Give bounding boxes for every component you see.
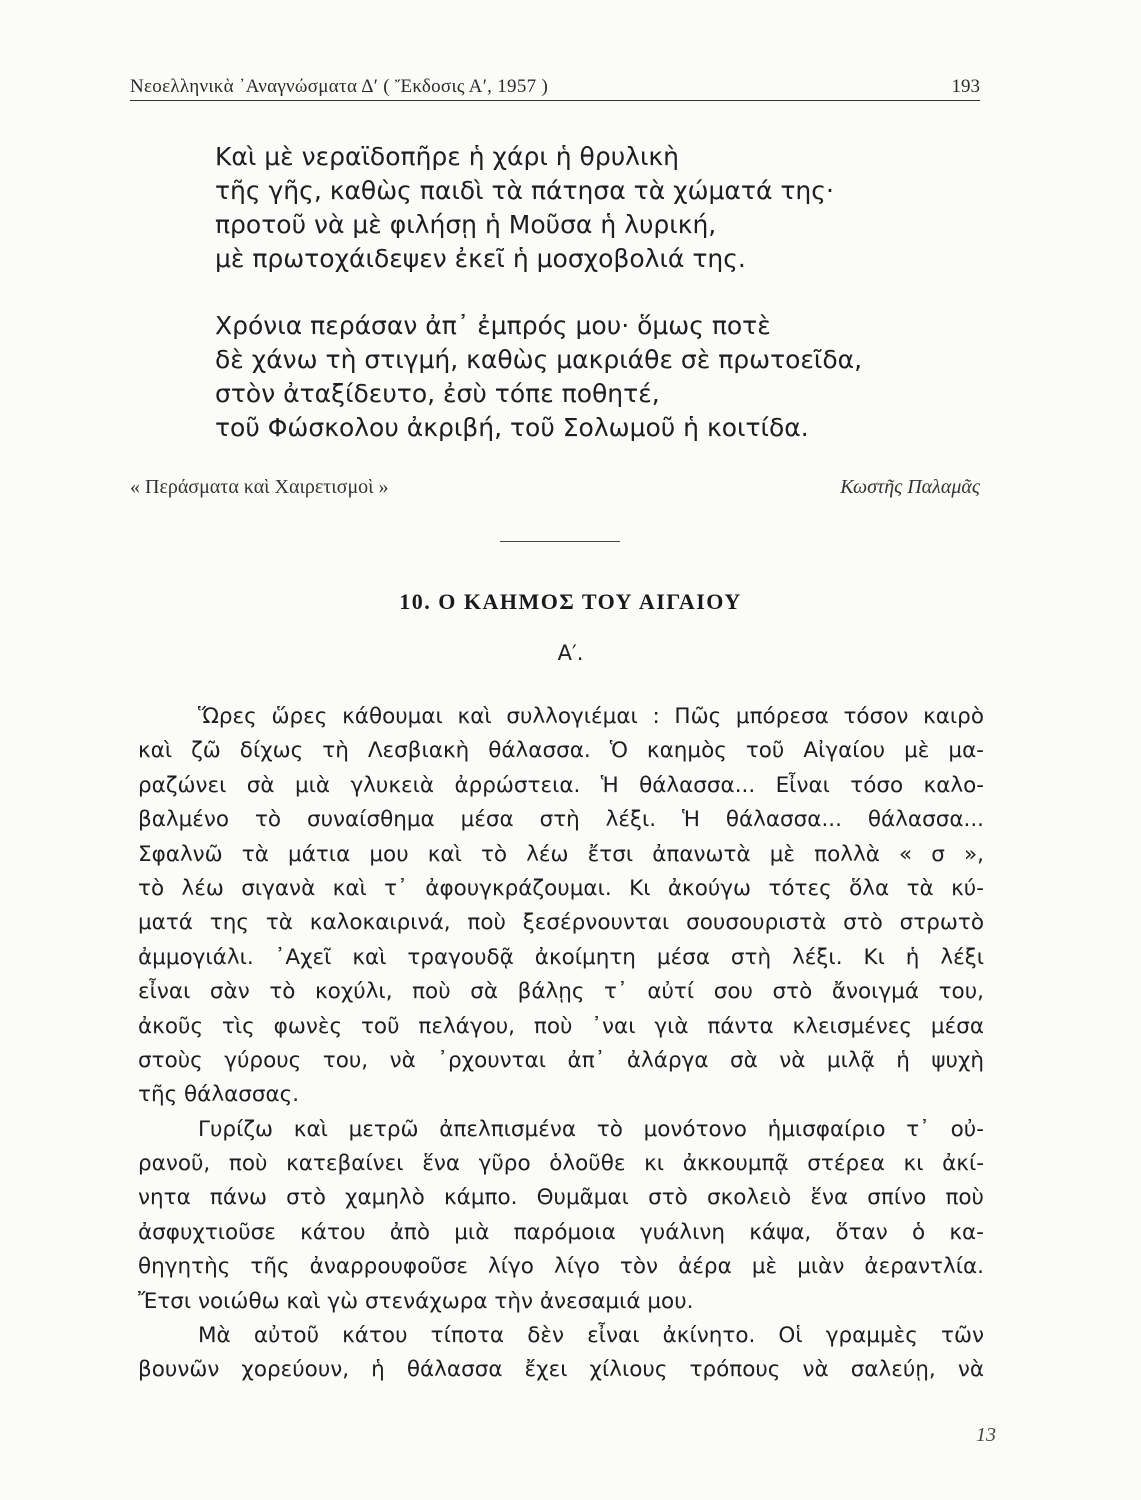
poem — [215, 140, 862, 445]
prose-line: Ὥρες ὥρες κάθουμαι καὶ συλλογιέμαι : Πῶς μπόρεσα τόσον καιρὸ — [198, 704, 984, 729]
prose-body — [138, 700, 984, 1388]
poem-line: στὸν ἀταξίδευτο, ἐσὺ τόπε ποθητέ, — [215, 379, 660, 408]
poem-line: τοῦ Φώσκολου ἀκριβή, τοῦ Σολωμοῦ ἡ κοιτίδα. — [215, 413, 809, 442]
poem-line: δὲ χάνω τὴ στιγμή, καθὼς μακριάθε σὲ πρωτοεῖδα, — [215, 345, 863, 374]
prose-line: εἶναι σὰν τὸ κοχύλι, ποὺ σὰ βάλῃς τ᾿ αὐτί σου στὸ ἄνοιγμά του, — [138, 979, 984, 1005]
poem-stanza — [215, 309, 862, 445]
prose-line: Μὰ αὐτοῦ κάτου τίποτα δὲν εἶναι ἀκίνητο. Οἱ γραμμὲς τῶν — [198, 1323, 984, 1349]
paragraph — [138, 1113, 984, 1319]
prose-line: ρανοῦ, ποὺ κατεβαίνει ἕνα γῦρο ὁλοῦθε κι ἀκκουμπᾷ στέρεα κι ἀκί- — [138, 1151, 984, 1177]
poem-line: μὲ πρωτοχάιδεψεν ἐκεῖ ἡ μοσχοβολιά της. — [215, 244, 746, 273]
poem-line: προτοῦ νὰ μὲ φιλήσῃ ἡ Μοῦσα ἡ λυρική, — [215, 210, 717, 239]
page-number: 193 — [951, 76, 980, 97]
prose-line: ἀμμογιάλι. ᾿Αχεῖ καὶ τραγουδᾷ ἀκοίμητη μέσα στὴ λέξι. Κι ἡ λέξι — [138, 944, 984, 970]
prose-line: θηγητὴς τῆς ἀναρρουφοῦσε λίγο λίγο τὸν ἀέρα μὲ μιὰν ἀεραντλία. — [138, 1254, 984, 1280]
prose-line: βαλμένο τὸ συναίσθημα μέσα στὴ λέξι. Ἡ θάλασσα... θάλασσα... — [138, 807, 984, 833]
poem-author: Κωστῆς Παλαμᾶς — [840, 476, 980, 498]
section-title: 10. Ο ΚΑΗΜΟΣ ΤΟΥ ΑΙΓΑΙΟΥ — [399, 589, 742, 614]
prose-line: τῆς θάλασσας. — [138, 1082, 300, 1108]
prose-line: ἀκοῦς τὶς φωνὲς τοῦ πελάγου, ποὺ ᾿ναι γιὰ πάντα κλεισμένες μέσα — [138, 1013, 984, 1039]
prose-line: στοὺς γύρους του, νὰ ᾿ρχουνται ἀπ᾿ ἀλάργα σὰ νὰ μιλᾷ ἡ ψυχὴ — [138, 1047, 984, 1073]
poem-source: « Περάσματα καὶ Χαιρετισμοὶ » — [130, 476, 389, 498]
poem-stanza — [215, 140, 862, 276]
paragraph — [138, 1319, 984, 1388]
section-part: Α′. — [557, 641, 584, 665]
prose-line: Σφαλνῶ τὰ μάτια μου καὶ τὸ λέω ἔτσι ἀπανωτὰ μὲ πολλὰ « σ », — [138, 841, 984, 867]
running-header — [130, 70, 980, 100]
section-separator — [500, 541, 620, 542]
poem-line: Καὶ μὲ νεραϊδοπῆρε ἡ χάρι ἡ θρυλικὴ — [215, 142, 679, 171]
poem-attribution — [130, 476, 980, 506]
paragraph — [138, 700, 984, 1113]
prose-line: ματά της τὰ καλοκαιρινά, ποὺ ξεσέρνουνται σουσουριστὰ στὸ στρωτὸ — [138, 910, 984, 936]
poem-line: τῆς γῆς, καθὼς παιδὶ τὰ πάτησα τὰ χώματά της· — [215, 176, 834, 205]
prose-line: Ἔτσι νοιώθω καὶ γὼ στενάχωρα τὴν ἀνεσαμιά μου. — [138, 1288, 694, 1314]
prose-line: Γυρίζω καὶ μετρῶ ἀπελπισμένα τὸ μονότονο ἡμισφαίριο τ᾿ οὐ- — [198, 1116, 984, 1142]
header-rule — [130, 100, 980, 101]
prose-line: καὶ ζῶ δίχως τὴ Λεσβιακὴ θάλασσα. Ὁ καημὸς τοῦ Αἰγαίου μὲ μα- — [138, 738, 984, 764]
poem-line: Χρόνια περάσαν ἀπ᾿ ἐμπρός μου· ὅμως ποτὲ — [215, 311, 771, 340]
prose-line: ἀσφυχτιοῦσε κάτου ἀπὸ μιὰ παρόμοια γυάλινη κάψα, ὅταν ὁ κα- — [138, 1219, 984, 1245]
prose-line: νητα πάνω στὸ χαμηλὸ κάμπο. Θυμᾶμαι στὸ σκολειὸ ἕνα σπίνο ποὺ — [138, 1185, 984, 1211]
signature-mark: 13 — [976, 1424, 996, 1446]
prose-line: τὸ λέω σιγανὰ καὶ τ᾿ ἀφουγκράζουμαι. Κι ἀκούγω τότες ὅλα τὰ κύ- — [138, 875, 984, 901]
prose-line: ραζώνει σὰ μιὰ γλυκειὰ ἀρρώστεια. Ἡ θάλασσα... Εἶναι τόσο καλο- — [138, 772, 984, 798]
running-title: Νεοελληνικὰ ᾿Αναγνώσματα Δ′ ( Ἔκδοσις Α′, 1957 ) — [130, 76, 549, 97]
prose-line: βουνῶν χορεύουν, ἡ θάλασσα ἔχει χίλιους τρόπους νὰ σαλεύῃ, νὰ — [138, 1357, 984, 1383]
